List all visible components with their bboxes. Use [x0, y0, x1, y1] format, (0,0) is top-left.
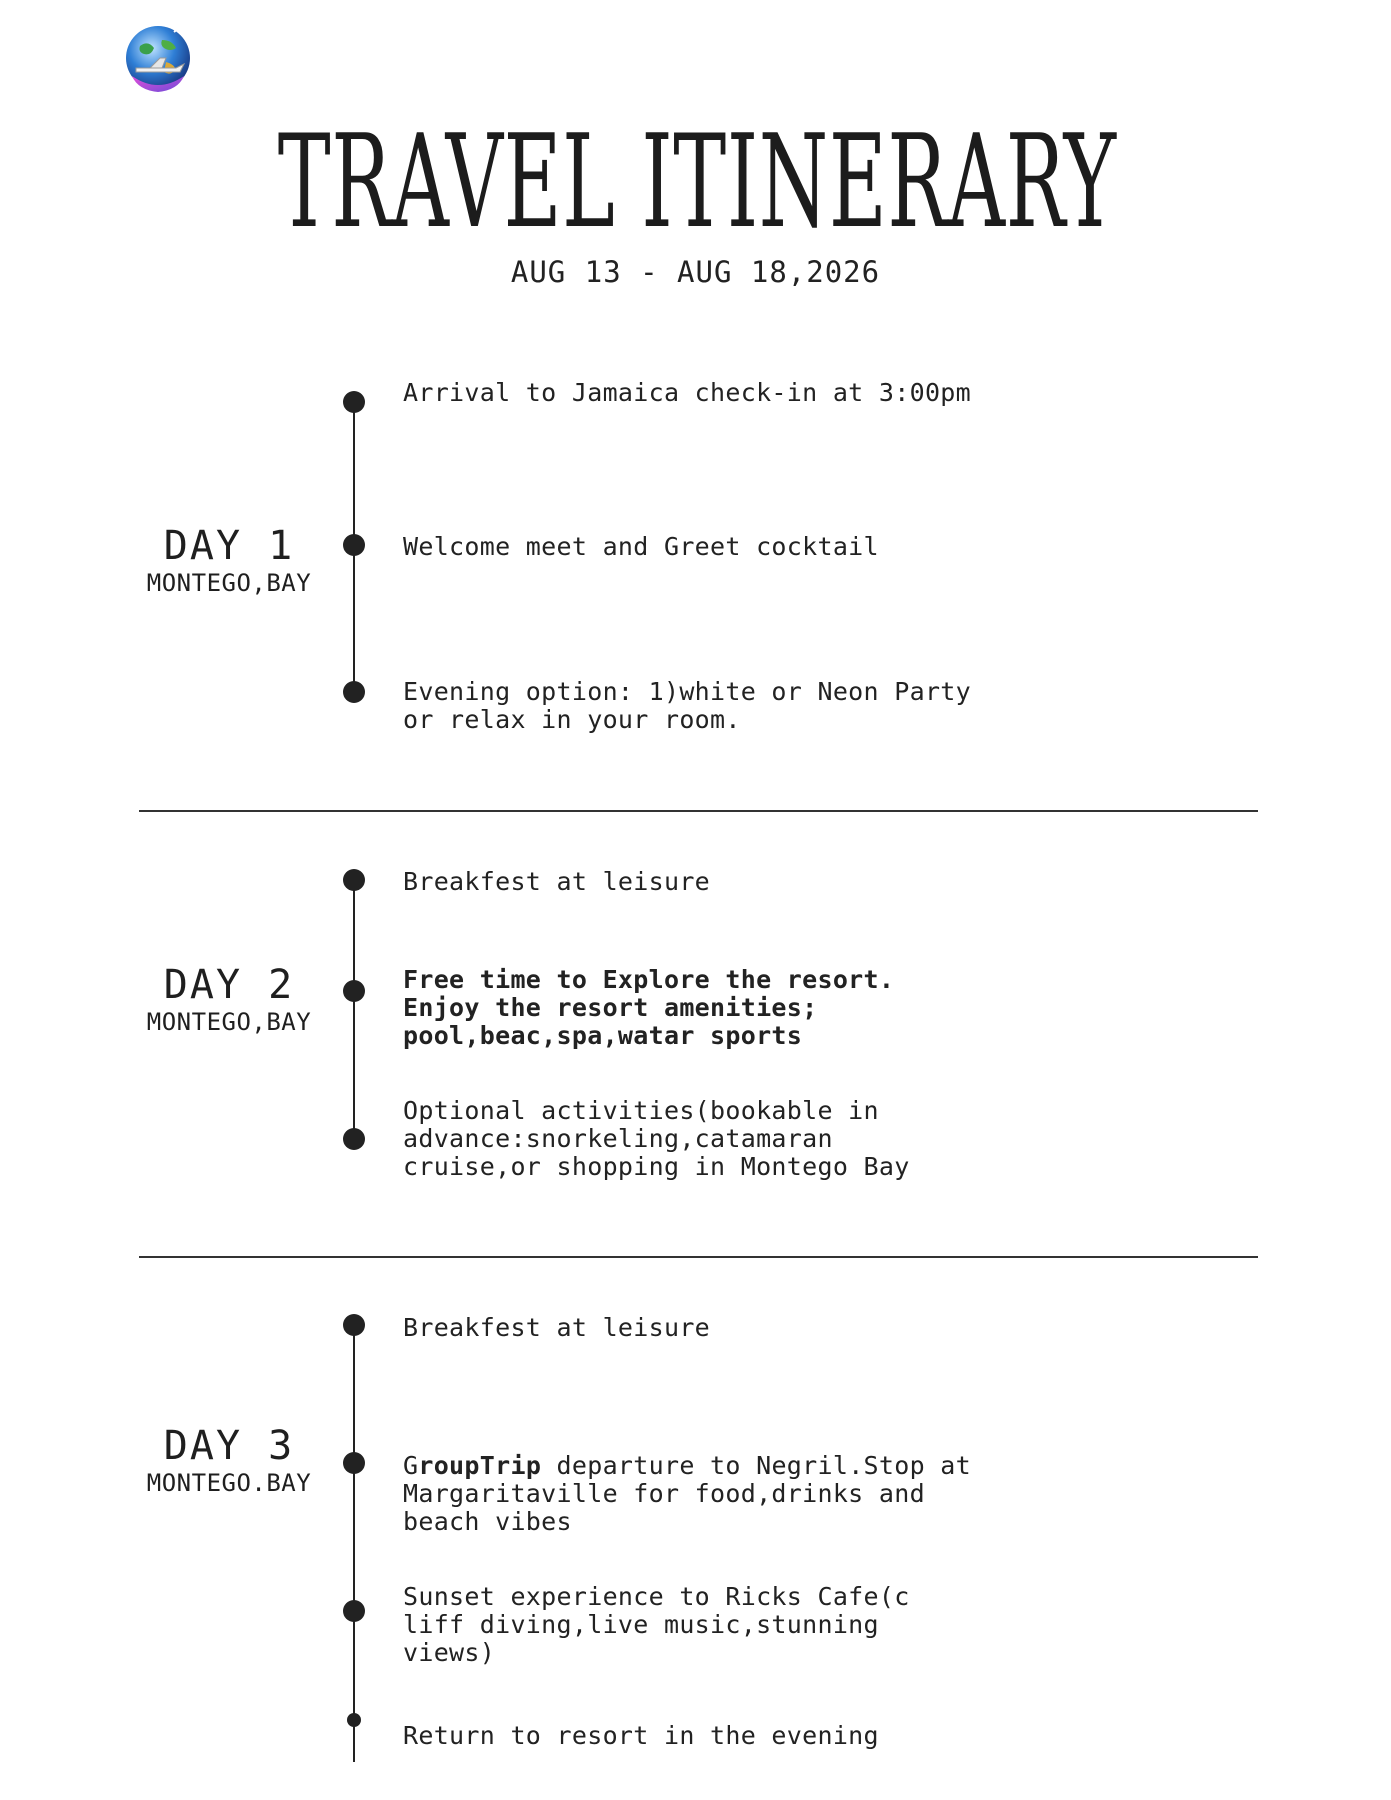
day-location: MONTEGO,BAY [146, 569, 312, 597]
timeline-item: Return to resort in the evening [403, 1721, 879, 1750]
item-first-letter: G [403, 1451, 419, 1480]
timeline-item: Breakfest at leisure [403, 867, 711, 896]
timeline-dot [343, 681, 365, 703]
timeline-dot [343, 534, 365, 556]
day-2-label [120, 962, 338, 1036]
timeline-dot [343, 1600, 365, 1622]
timeline-item: Breakfest at leisure [403, 1313, 711, 1342]
timeline-dot [343, 980, 365, 1002]
timeline-dot [343, 1314, 365, 1336]
item-rest-text: departure to Negril.Stop at Margaritaville for food,drinks and beach vibes [403, 1451, 972, 1536]
timeline-item: Sunset experience to Ricks Cafe(c liff diving,live music,stunning views) [403, 1582, 910, 1667]
page-title: TRAVEL ITINERARY [277, 108, 1117, 257]
timeline-dot [343, 869, 365, 891]
timeline-dot [343, 1128, 365, 1150]
timeline-item: Welcome meet and Greet cocktail [403, 532, 879, 561]
day-title: DAY 1 [163, 523, 295, 569]
timeline-dot [343, 391, 365, 413]
day-title: DAY 3 [163, 1423, 295, 1469]
section-divider [139, 1256, 1258, 1258]
day-3-label [120, 1423, 338, 1497]
section-divider [139, 810, 1258, 812]
timeline-item: Evening option: 1)white or Neon Party or relax in your room. [403, 677, 971, 734]
timeline-dot [347, 1713, 361, 1727]
timeline-item-bold: Free time to Explore the resort. Enjoy the resort amenities; pool,beac,spa,watar sports [403, 965, 895, 1050]
timeline-item: Optional activities(bookable in advance:snorkeling,catamaran cruise,or shopping in Montego Bay [403, 1096, 910, 1181]
timeline-item: Arrival to Jamaica check-in at 3:00pm [403, 378, 971, 407]
day-title: DAY 2 [163, 962, 295, 1008]
timeline-item-grouptrip [403, 1452, 1043, 1536]
day-1-label [120, 523, 338, 597]
day-2-timeline [353, 880, 355, 1140]
globe-airplane-logo [122, 18, 194, 98]
date-range: AUG 13 - AUG 18,2026 [510, 255, 881, 289]
item-bold-text: roupTrip [418, 1451, 542, 1480]
day-3-timeline [353, 1325, 355, 1762]
day-location: MONTEGO.BAY [146, 1469, 312, 1497]
day-location: MONTEGO,BAY [146, 1008, 312, 1036]
timeline-dot [343, 1452, 365, 1474]
